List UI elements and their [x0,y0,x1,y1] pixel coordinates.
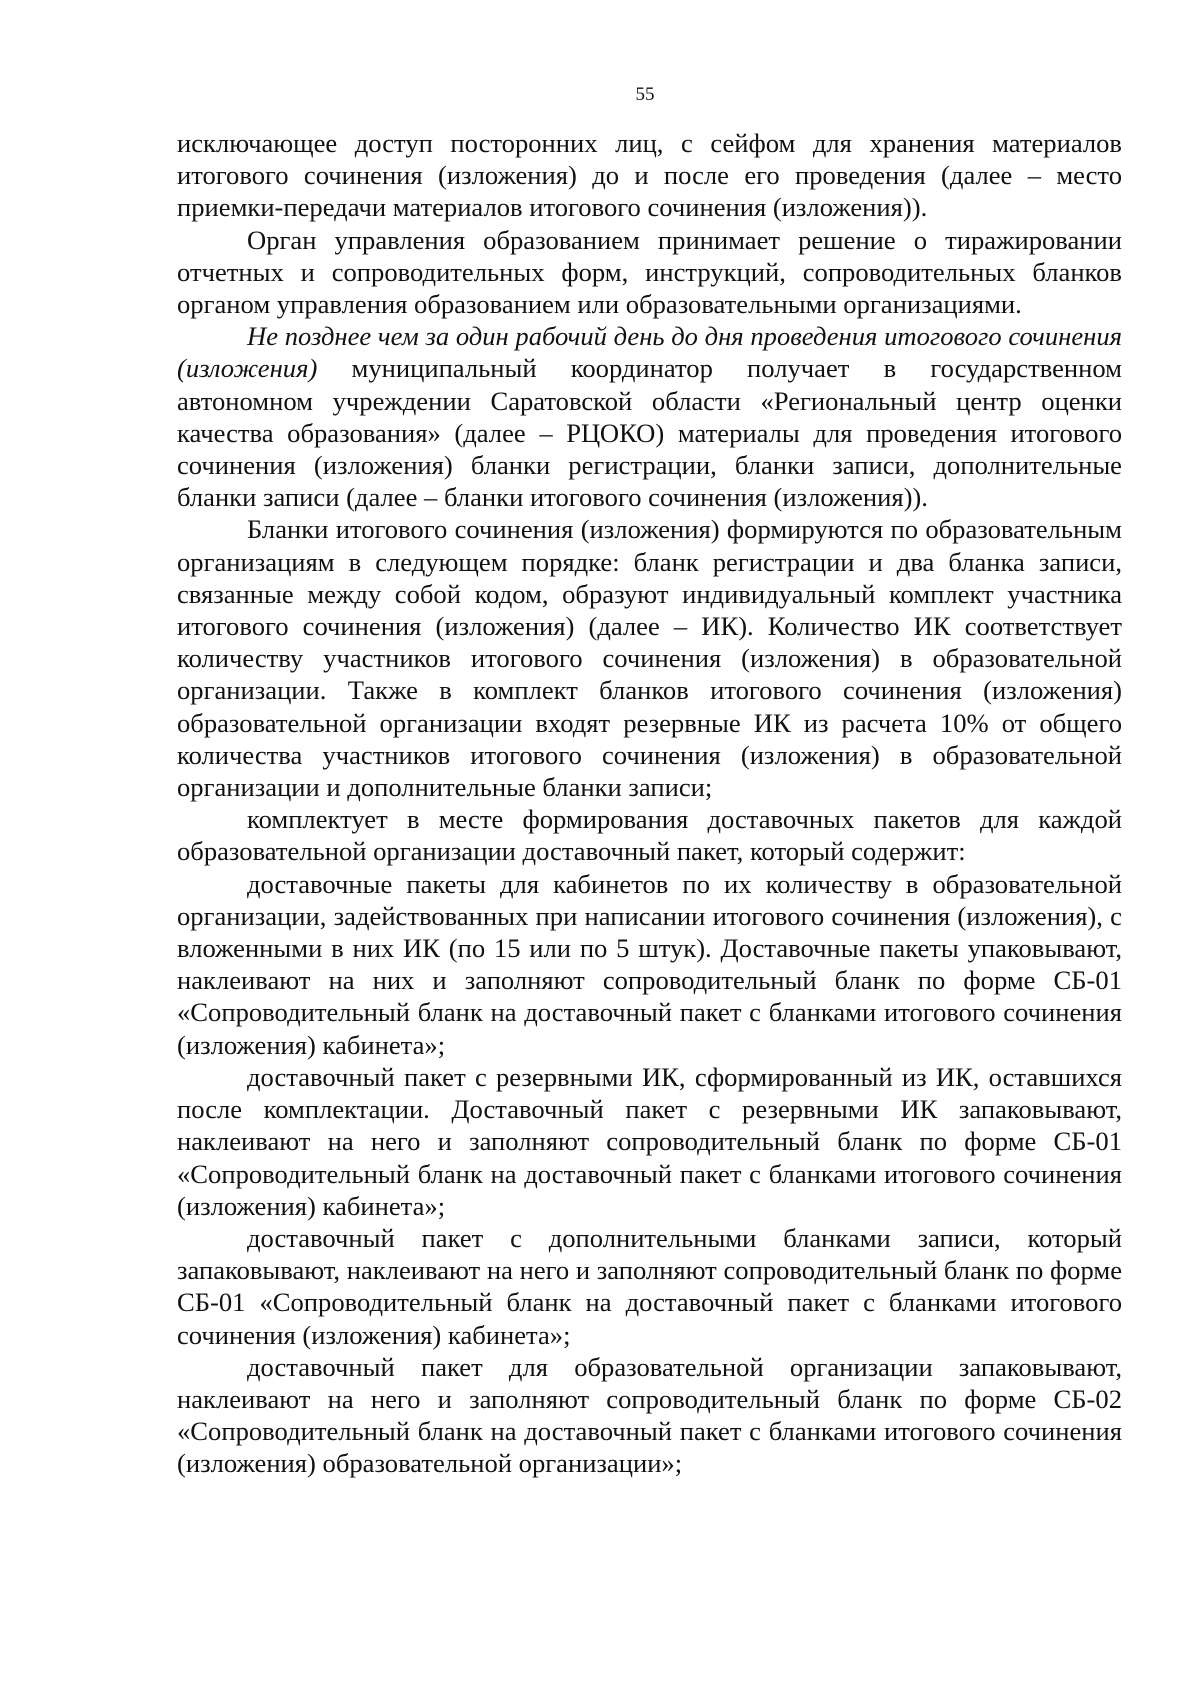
paragraph-9: доставочный пакет для образовательной организации запаковывают, наклеивают на него и заполняют сопроводительный бланк по форме СБ-02 «Сопроводительный бланк на доставочный пакет с бланками итогового сочинения (изложения) образовательной организации»; [177,1351,1122,1479]
paragraph-2: Орган управления образованием принимает решение о тиражировании отчетных и сопроводительных форм, инструкций, сопроводительных бланков органом управления образованием или образовательными организациями. [177,224,1122,320]
page-number: 55 [635,84,655,105]
paragraph-7: доставочный пакет с резервными ИК, сформированный из ИК, оставшихся после комплектации. Доставочный пакет с резервными ИК запаковывают, наклеивают на него и заполняют сопроводительный бланк по форме СБ-01 «Сопроводительный бланк на доставочный пакет с бланками итогового сочинения (изложения) кабинета»; [177,1061,1122,1221]
paragraph-5: комплектует в месте формирования доставочных пакетов для каждой образовательной организации доставочный пакет, который содержит: [177,804,1122,867]
paragraph-8: доставочный пакет с дополнительными бланками записи, который запаковывают, наклеивают на него и заполняют сопроводительный бланк по форме СБ-01 «Сопроводительный бланк на доставочный пакет с бланками итогового сочинения (изложения) кабинета»; [177,1222,1122,1350]
paragraph-4: Бланки итогового сочинения (изложения) формируются по образовательным организациям в следующем порядке: бланк регистрации и два бланка записи, связанные между собой кодом, образуют индивидуальный комплект участника итогового сочинения (изложения) (далее – ИК). Количество ИК соответствует количеству участников итогового сочинения (изложения) в образовательной организации. Также в комплект бланков итогового сочинения (изложения) образовательной организации входят резервные ИК из расчета 10% от общего количества участников итогового сочинения (изложения) в образовательной организации и дополнительные бланки записи; [177,514,1122,803]
paragraph-3 [177,320,1122,513]
paragraph-3-text: муниципальный координатор получает в государственном автономном учреждении Саратовской области «Региональный центр оценки качества образования» (далее – РЦОКО) материалы для проведения итогового сочинения (изложения) бланки регистрации, бланки записи, дополнительные бланки записи (далее – бланки итогового сочинения (изложения)). [177,353,1122,513]
paragraph-1: исключающее доступ посторонних лиц, с сейфом для хранения материалов итогового сочинения (изложения) до и после его проведения (далее – место приемки-передачи материалов итогового сочинения (изложения)). [177,128,1122,223]
document-body [177,127,1122,1480]
paragraph-3-italic-lead: Не позднее чем за один рабочий день до дня проведения итогового сочинения (изложения) [177,321,1122,384]
paragraph-6: доставочные пакеты для кабинетов по их количеству в образовательной организации, задействованных при написании итогового сочинения (изложения), с вложенными в них ИК (по 15 или по 5 штук). Доставочные пакеты упаковывают, наклеивают на них и заполняют сопроводительный бланк по форме СБ-01 «Сопроводительный бланк на доставочный пакет с бланками итогового сочинения (изложения) кабинета»; [177,868,1122,1060]
